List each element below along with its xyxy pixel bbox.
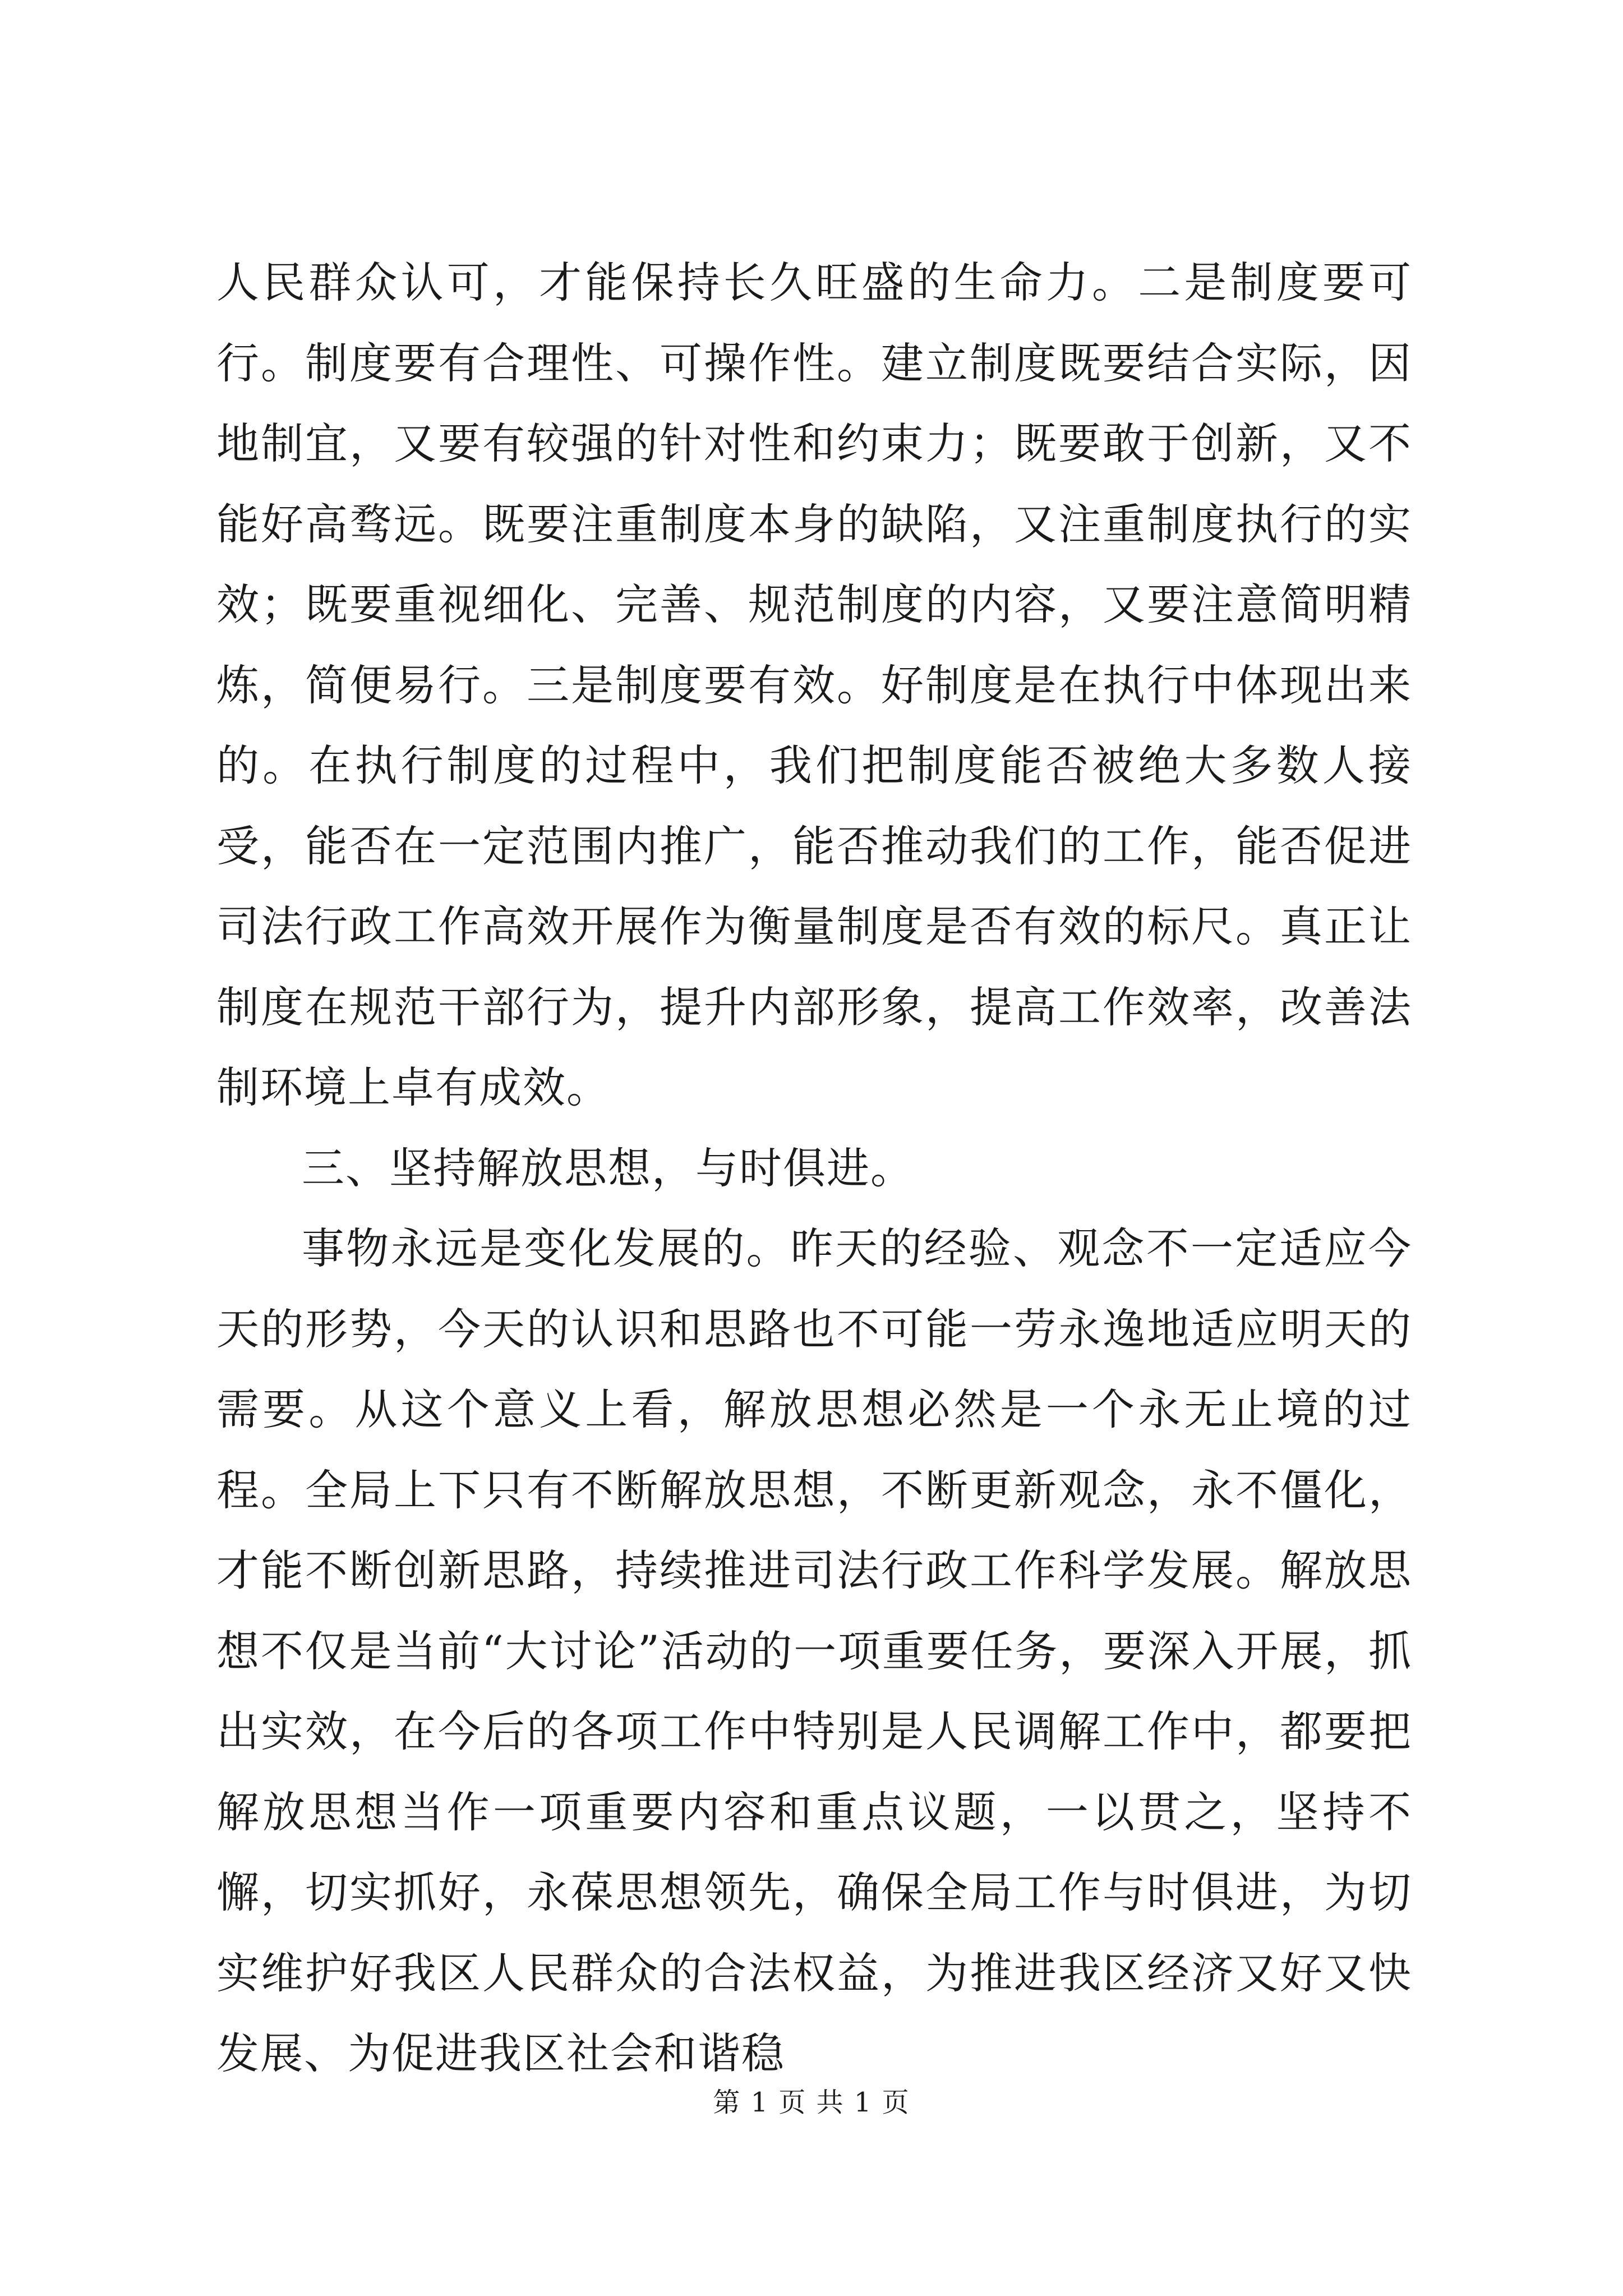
paragraph: 事物永远是变化发展的。昨天的经验、观念不一定适应今天的形势，今天的认识和思路也不可能一劳永逸地适应明天的需要。从这个意义上看，解放思想必然是一个永无止境的过程。全局上下只有不断解放思想，不断更新观念，永不僵化，才能不断创新思路，持续推进司法行政工作科学发展。解放思想不仅是当前“大讨论”活动的一项重要任务，要深入开展，抓出实效，在今后的各项工作中特别是人民调解工作中，都要把解放思想当作一项重要内容和重点议题，一以贯之，坚持不懈，切实抓好，永葆思想领先，确保全局工作与时俱进，为切实维护好我区人民群众的合法权益，为推进我区经济又好又快发展、为促进我区社会和谐稳 <box>216 1223 1412 2078</box>
paragraph-continuation: 人民群众认可，才能保持长久旺盛的生命力。二是制度要可行。制度要有合理性、可操作性。建立制度既要结合实际，因地制宜，又要有较强的针对性和约束力；既要敢于创新，又不能好高骛远。既要注重制度本身的缺陷，又注重制度执行的实效；既要重视细化、完善、规范制度的内容，又要注意简明精炼，简便易行。三是制度要有效。好制度是在执行中体现出来的。在执行制度的过程中，我们把制度能否被绝大多数人接受，能否在一定范围内推广，能否推动我们的工作，能否促进司法行政工作高效开展作为衡量制度是否有效的标尺。真正让制度在规范干部行为，提升内部形象，提高工作效率，改善法制环境上卓有成效。 <box>216 257 1412 1112</box>
body-text <box>216 242 1412 2094</box>
page-footer: 第 1 页 共 1 页 <box>713 2087 910 2118</box>
section-heading: 三、坚持解放思想，与时俱进。 <box>302 1143 914 1193</box>
